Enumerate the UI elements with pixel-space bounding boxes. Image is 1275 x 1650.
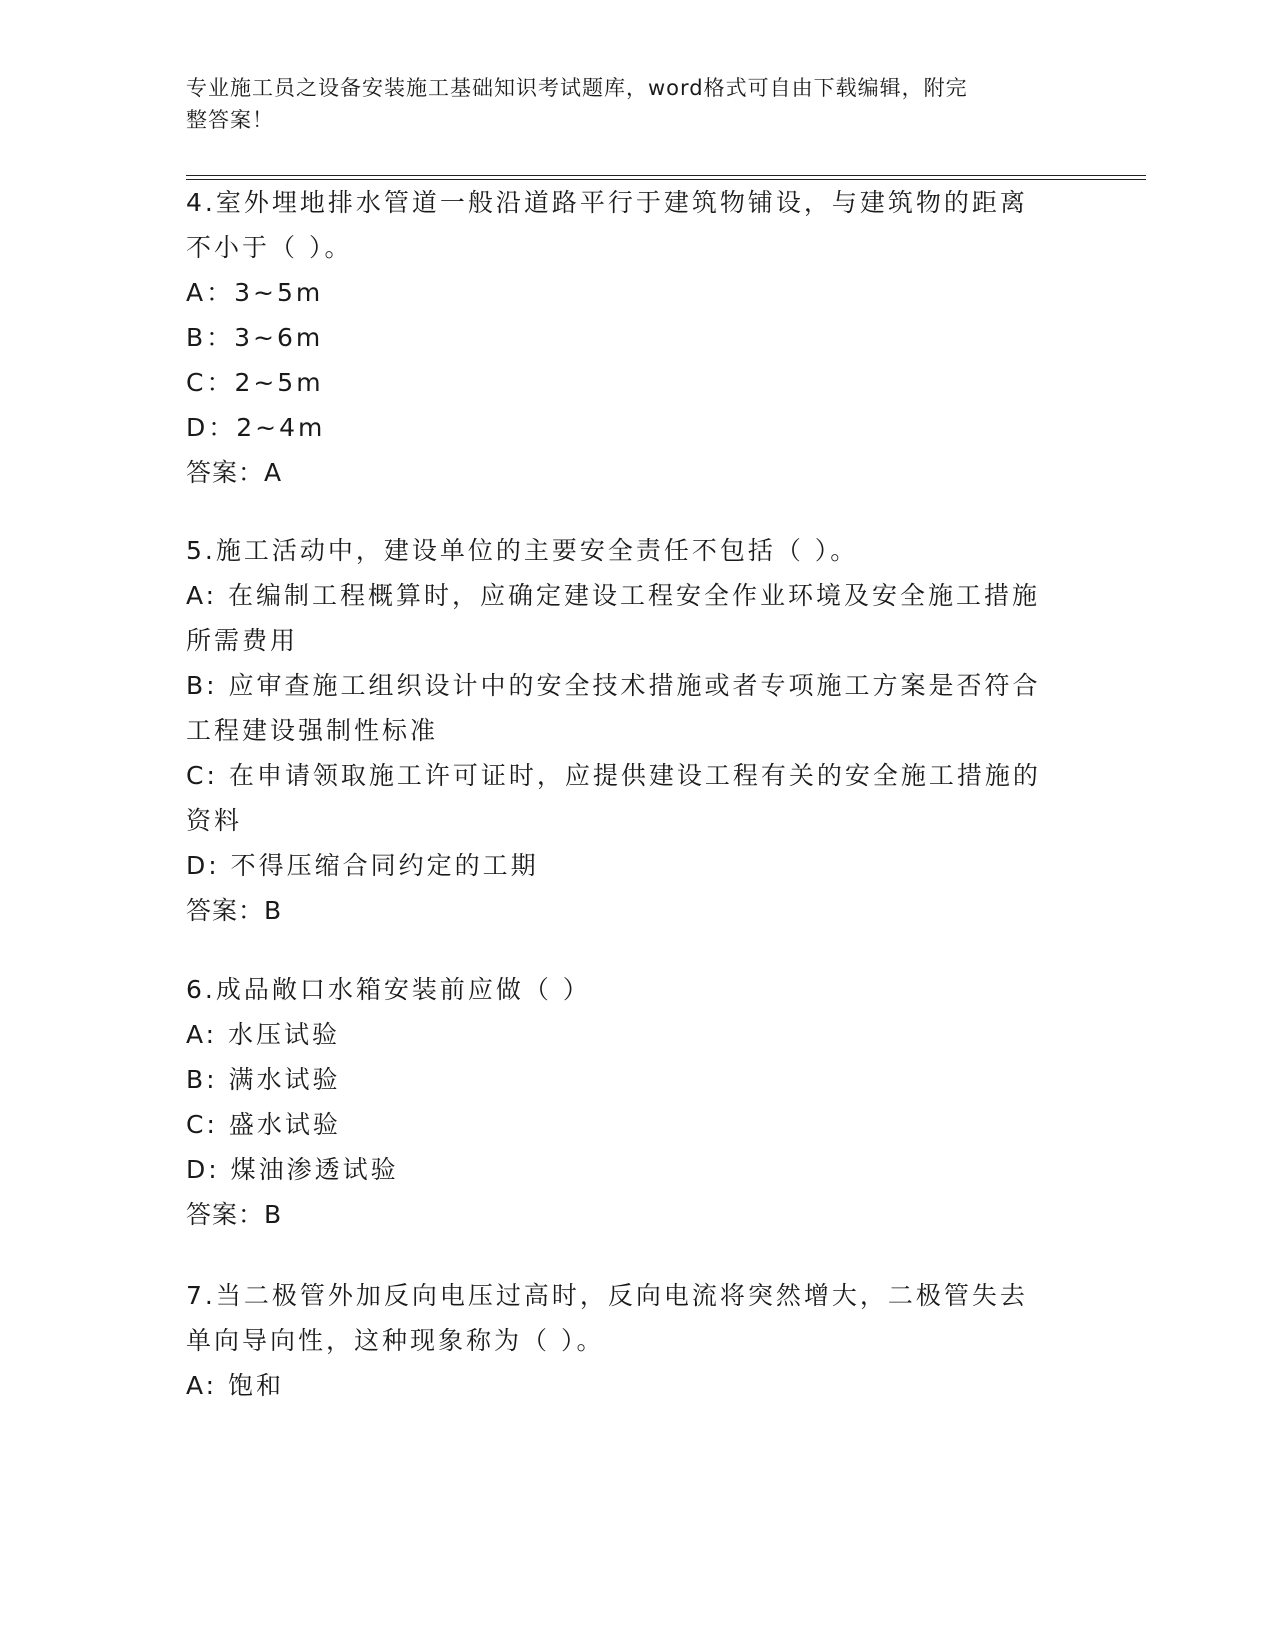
option-b: B: 满水试验 xyxy=(186,1065,341,1094)
header-divider-top xyxy=(186,175,1146,176)
option-b-continued: 工程建设强制性标准 xyxy=(186,716,439,745)
document-header xyxy=(186,72,1066,136)
option-a: A: 饱和 xyxy=(186,1371,285,1400)
question-stem-line: 不小于（ ）。 xyxy=(186,233,353,262)
option-b: B：3~6m xyxy=(186,323,324,352)
option-d: D: 煤油渗透试验 xyxy=(186,1155,399,1184)
option-c: C: 盛水试验 xyxy=(186,1110,341,1139)
answer-label: 答案：B xyxy=(186,1200,283,1229)
question-6 xyxy=(186,967,1086,1237)
question-stem-line: 6.成品敞口水箱安装前应做（ ） xyxy=(186,975,591,1004)
header-line-1: 专业施工员之设备安装施工基础知识考试题库，word格式可自由下载编辑，附完 xyxy=(186,76,968,100)
option-a: A：3~5m xyxy=(186,278,324,307)
question-stem-line: 4.室外埋地排水管道一般沿道路平行于建筑物铺设，与建筑物的距离 xyxy=(186,188,1028,217)
option-d: D：2~4m xyxy=(186,413,326,442)
option-a: A: 在编制工程概算时，应确定建设工程安全作业环境及安全施工措施 xyxy=(186,581,1041,610)
option-b: B: 应审查施工组织设计中的安全技术措施或者专项施工方案是否符合 xyxy=(186,671,1041,700)
answer-label: 答案：B xyxy=(186,896,283,925)
question-4 xyxy=(186,180,1086,495)
header-line-2: 整答案！ xyxy=(186,108,274,132)
option-a-continued: 所需费用 xyxy=(186,626,299,655)
question-stem-line: 7.当二极管外加反向电压过高时，反向电流将突然增大，二极管失去 xyxy=(186,1281,1028,1310)
question-5 xyxy=(186,528,1086,933)
option-a: A: 水压试验 xyxy=(186,1020,341,1049)
answer-label: 答案：A xyxy=(186,458,283,487)
option-c: C: 在申请领取施工许可证时，应提供建设工程有关的安全施工措施的 xyxy=(186,761,1041,790)
option-c-continued: 资料 xyxy=(186,806,243,835)
question-stem-line: 5.施工活动中，建设单位的主要安全责任不包括（ ）。 xyxy=(186,536,859,565)
option-d: D: 不得压缩合同约定的工期 xyxy=(186,851,539,880)
question-stem-line: 单向导向性，这种现象称为（ ）。 xyxy=(186,1326,605,1355)
option-c: C：2~5m xyxy=(186,368,324,397)
question-7 xyxy=(186,1273,1086,1408)
